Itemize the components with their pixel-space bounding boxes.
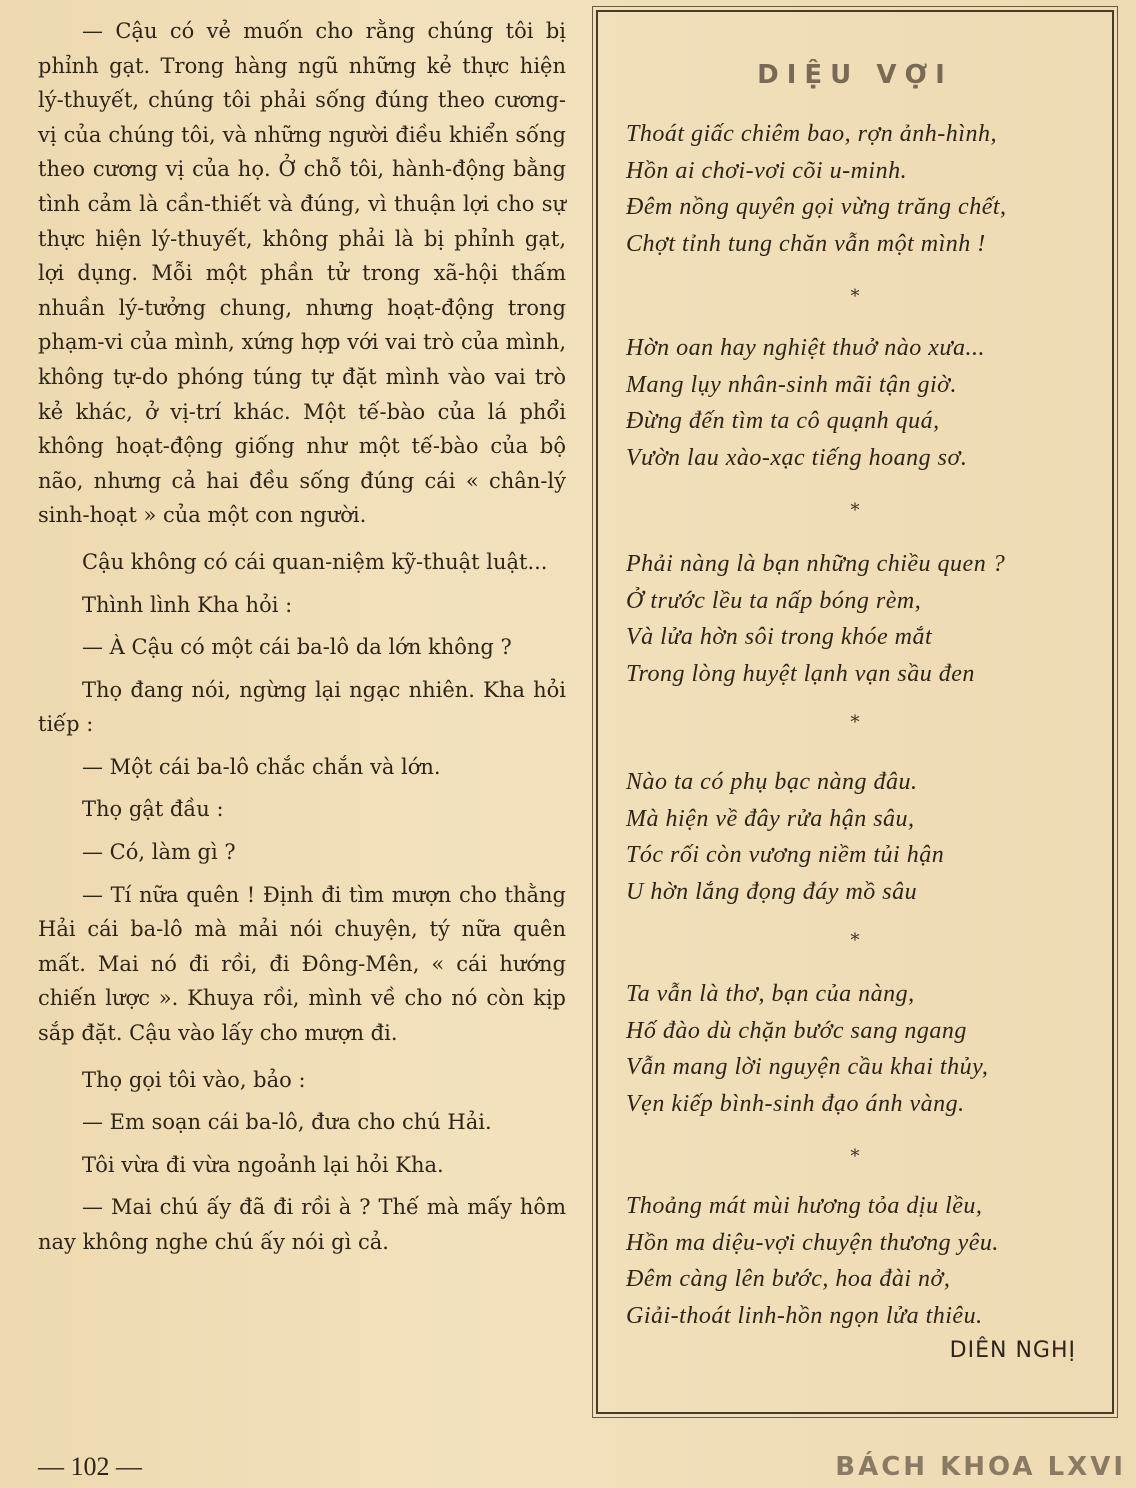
poem-line: U hờn lắng đọng đáy mồ sâu <box>626 878 918 905</box>
poem-line: Thoảng mát mùi hương tỏa dịu lều, <box>626 1193 983 1219</box>
poem-box <box>596 10 1114 1414</box>
poem-line: Đêm càng lên bước, hoa đài nở, <box>626 1266 951 1292</box>
page-number: — 102 — <box>38 1452 142 1481</box>
poem-line: Thoát giấc chiêm bao, rợn ảnh-hình, <box>626 121 997 147</box>
poem-author: DIÊN NGHỊ <box>949 1338 1076 1363</box>
prose-paragraph: Thọ gọi tôi vào, bảo : <box>82 1067 306 1092</box>
poem-line: Vẹn kiếp bình-sinh đạo ánh vàng. <box>626 1090 965 1117</box>
poem-line: Tóc rối còn vương niềm tủi hận <box>626 842 945 868</box>
prose-paragraph: — Cậu có vẻ muốn cho rằng chúng tôi bị phỉnh gạt. Trong hàng ngũ những kẻ thực hiện lý-thuyết, chúng tôi phải sống đúng theo cương-vị của chúng tôi, và những người điều khiển sống theo cương vị của họ. Ở chỗ tôi, hành-động bằng tình cảm là cần-thiết và đúng, vì thuận lợi cho sự thực hiện lý-thuyết, không phải là bị phỉnh gạt, lợi dụng. Mỗi một phần tử trong xã-hội thấm nhuần lý-tưởng chung, nhưng hoạt-động trong phạm-vi của mình, xứng hợp với vai trò của mình, không tự-do phóng túng tự đặt mình vào vai trò kẻ khác, ở vị-trí khác. Một tế-bào của lá phổi không hoạt-động giống như một tế-bào của bộ não, nhưng cả hai đều sống đúng cái « chân-lý sinh-hoạt » của một con người. <box>38 19 566 528</box>
prose-paragraph: Thọ đang nói, ngừng lại ngạc nhiên. Kha hỏi tiếp : <box>38 677 566 737</box>
stanza-separator: * <box>850 286 860 307</box>
poem-line: Hờn oan hay nghiệt thuở nào xưa... <box>626 335 985 361</box>
poem-line: Ở trước lều ta nấp bóng rèm, <box>626 587 922 614</box>
poem-line: Và lửa hờn sôi trong khóe mắt <box>626 624 933 650</box>
poem-line: Đừng đến tìm ta cô quạnh quá, <box>626 408 940 434</box>
poem-line: Phải nàng là bạn những chiều quen ? <box>626 551 1006 577</box>
poem-line: Hố đào dù chặn bước sang ngang <box>626 1017 967 1044</box>
prose-paragraph: Cậu không có cái quan-niệm kỹ-thuật luật... <box>82 549 548 574</box>
poem-line: Trong lòng huyệt lạnh vạn sầu đen <box>626 660 975 687</box>
prose-paragraph: Thình lình Kha hỏi : <box>82 592 293 617</box>
poem-line: Chợt tỉnh tung chăn vẫn một mình ! <box>626 230 986 257</box>
poem-line: Ta vẫn là thơ, bạn của nàng, <box>626 981 915 1007</box>
stanza-separator: * <box>850 712 860 733</box>
poem-line: Mang lụy nhân-sinh mãi tận giờ. <box>626 371 957 398</box>
prose-column <box>38 14 566 1260</box>
poem-line: Vẫn mang lời nguyện cầu khai thủy, <box>626 1054 989 1080</box>
prose-paragraph: — À Cậu có một cái ba-lô da lớn không ? <box>82 635 512 660</box>
poem-stanza <box>626 116 1096 262</box>
stanza-separator: * <box>850 930 860 951</box>
prose-paragraph: — Có, làm gì ? <box>82 840 236 865</box>
magazine-issue: BÁCH KHOA LXVI <box>835 1452 1126 1482</box>
poem-stanza <box>626 330 1096 476</box>
poem-line: Giải-thoát linh-hồn ngọn lửa thiêu. <box>626 1302 983 1329</box>
prose-paragraph: — Tí nữa quên ! Định đi tìm mượn cho thằng Hải cái ba-lô mà mải nói chuyện, tý nữa quên mất. Mai nó đi rồi, đi Đông-Mên, « cái hướng chiến lược ». Khuya rồi, mình về cho nó còn kịp sắp đặt. Cậu vào lấy cho mượn đi. <box>38 882 566 1046</box>
poem-stanza <box>626 546 1096 692</box>
stanza-separator: * <box>850 1146 860 1167</box>
poem-line: Hồn ma diệu-vợi chuyện thương yêu. <box>626 1229 999 1256</box>
poem-stanza <box>626 976 1096 1122</box>
poem-stanza <box>626 764 1096 910</box>
prose-paragraph: — Em soạn cái ba-lô, đưa cho chú Hải. <box>82 1110 492 1135</box>
poem-line: Đêm nồng quyên gọi vừng trăng chết, <box>626 194 1007 220</box>
poem-stanza <box>626 1188 1096 1334</box>
poem-line: Nào ta có phụ bạc nàng đâu. <box>626 769 918 795</box>
prose-paragraph: Thọ gật đầu : <box>82 797 224 822</box>
poem-title: DIỆU VỢI <box>757 60 953 90</box>
poem-line: Vườn lau xào-xạc tiếng hoang sơ. <box>626 444 968 471</box>
poem-line: Hồn ai chơi-vơi cõi u-minh. <box>626 157 908 184</box>
prose-paragraph: — Mai chú ấy đã đi rồi à ? Thế mà mấy hôm nay không nghe chú ấy nói gì cả. <box>38 1195 566 1254</box>
stanza-separator: * <box>850 500 860 521</box>
poem-line: Mà hiện về đây rửa hận sâu, <box>626 805 915 832</box>
prose-paragraph: — Một cái ba-lô chắc chắn và lớn. <box>82 754 441 779</box>
prose-paragraph: Tôi vừa đi vừa ngoảnh lại hỏi Kha. <box>82 1152 444 1177</box>
